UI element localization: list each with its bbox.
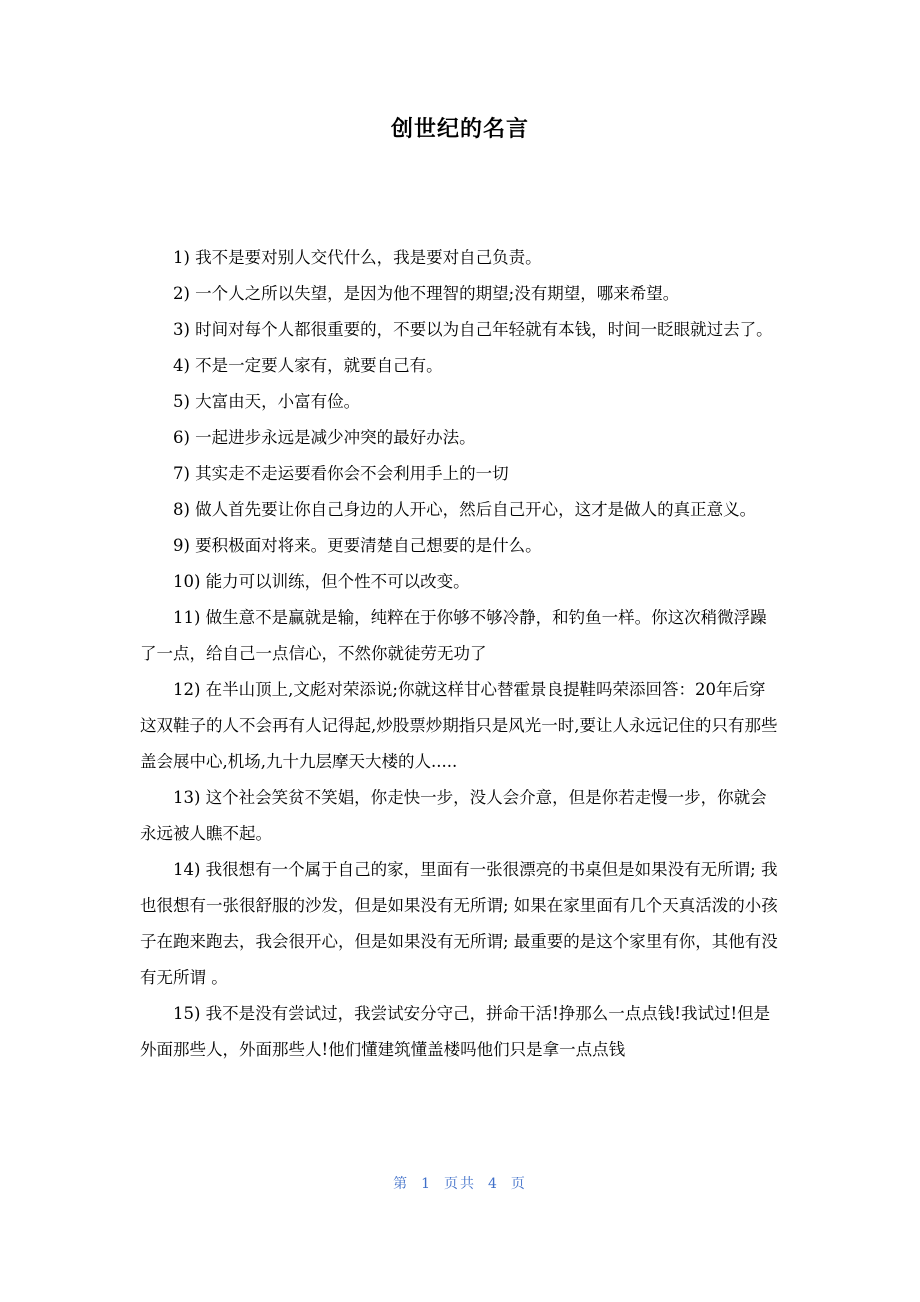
quote-paragraph: 1) 我不是要对别人交代什么，我是要对自己负责。 xyxy=(173,248,542,267)
quote-paragraph: 3) 时间对每个人都很重要的，不要以为自己年轻就有本钱，时间一眨眼就过去了。 xyxy=(173,320,773,339)
quote-paragraph: 6) 一起进步永远是减少冲突的最好办法。 xyxy=(173,428,476,447)
quote-paragraph: 13) 这个社会笑贫不笑娼，你走快一步，没人会介意，但是你若走慢一步，你就会永远被人瞧不起。 xyxy=(140,788,767,843)
page-footer xyxy=(0,1172,920,1196)
quote-paragraph: 7) 其实走不走运要看你会不会利用手上的一切 xyxy=(173,464,509,483)
quote-paragraph: 10) 能力可以训练，但个性不可以改变。 xyxy=(173,572,470,591)
document-body xyxy=(140,240,780,1068)
footer-mid: 页共 xyxy=(444,1176,476,1192)
quote-paragraph: 15) 我不是没有尝试过，我尝试安分守己，拼命干活!挣那么一点点钱!我试过!但是外面那些人，外面那些人!他们懂建筑懂盖楼吗他们只是拿一点点钱 xyxy=(140,1004,771,1059)
quote-paragraph: 8) 做人首先要让你自己身边的人开心，然后自己开心，这才是做人的真正意义。 xyxy=(173,500,757,519)
quote-paragraph: 2) 一个人之所以失望，是因为他不理智的期望;没有期望，哪来希望。 xyxy=(173,284,680,303)
quote-paragraph: 4) 不是一定要人家有，就要自己有。 xyxy=(173,356,443,375)
footer-prefix: 第 xyxy=(393,1176,410,1192)
footer-total-pages: 4 xyxy=(488,1176,499,1192)
quote-paragraph: 11) 做生意不是赢就是输，纯粹在于你够不够冷静，和钓鱼一样。你这次稍微浮躁了一点，给自己一点信心，不然你就徒劳无功了 xyxy=(140,608,767,663)
footer-suffix: 页 xyxy=(510,1176,527,1192)
quote-paragraph: 5) 大富由天，小富有俭。 xyxy=(173,392,361,411)
footer-page-number: 1 xyxy=(421,1176,432,1192)
quote-paragraph: 12) 在半山顶上,文彪对荣添说;你就这样甘心替霍景良提鞋吗荣添回答：20年后穿这双鞋子的人不会再有人记得起,炒股票炒期指只是风光一时,要让人永远记住的只有那些盖会展中心,机场,九十九层摩天大楼的人..... xyxy=(140,680,778,771)
quote-paragraph: 14) 我很想有一个属于自己的家，里面有一张很漂亮的书桌但是如果没有无所谓; 我也很想有一张很舒服的沙发，但是如果没有无所谓; 如果在家里面有几个天真活泼的小孩子在跑来跑去，我会很开心，但是如果没有无所谓; 最重要的是这个家里有你，其他有没有无所谓 。 xyxy=(140,860,778,987)
quote-paragraph: 9) 要积极面对将来。更要清楚自己想要的是什么。 xyxy=(173,536,542,555)
document-title: 创世纪的名言 xyxy=(390,117,529,142)
